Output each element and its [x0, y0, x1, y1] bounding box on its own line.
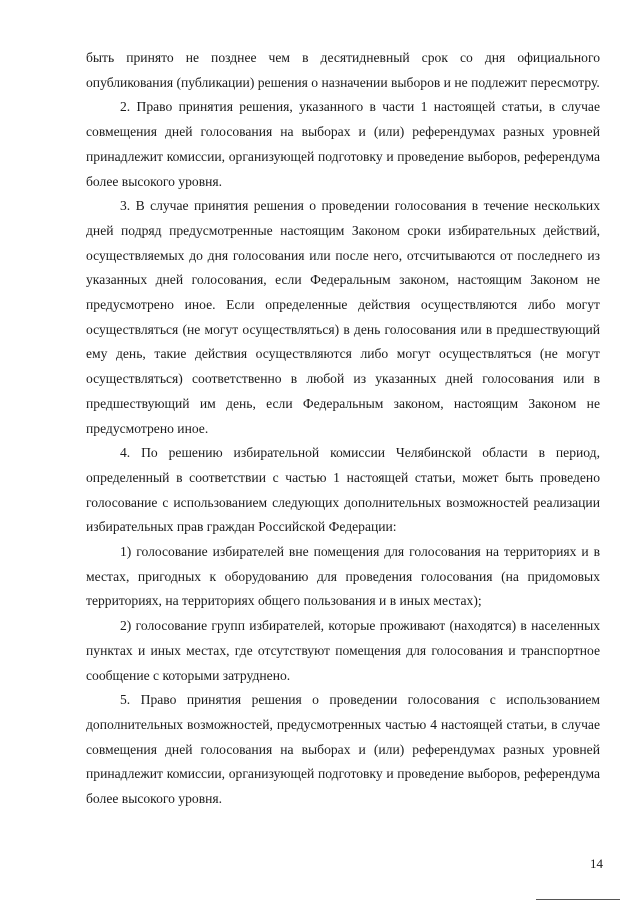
paragraph-part-4: 4. По решению избирательной комиссии Челябинской области в период, определенный в соответствии с частью 1 настоящей статьи, может быть проведено голосование с использованием следующих дополнительных возможностей реализации избирательных прав граждан Российской Федерации: — [86, 445, 600, 535]
page-number: 14 — [590, 856, 603, 871]
paragraph-part-5: 5. Право принятия решения о проведении голосования с использованием дополнительных возможностей, предусмотренных частью 4 настоящей статьи, в случае совмещения дней голосования на выборах и (или) референдумах разных уровней принадлежит комиссии, организующей подготовку и проведение выборов, референдума более высокого уровня. — [86, 692, 600, 807]
paragraph-part-3: 3. В случае принятия решения о проведении голосования в течение нескольких дней подряд предусмотренные настоящим Законом сроки избирательных действий, осуществляемых до дня голосования или после него, отсчитываются от последнего из указанных дней голосования, если Федеральным законом, настоящим Законом не предусмотрено иное. Если определенные действия осуществляются либо могут осуществляться (не могут осуществляться) в день голосования или в предшествующий ему день, такие действия осуществляются либо могут осуществляться (не могут осуществляться) соответственно в любой из указанных дней голосования или в предшествующий им день, если Федеральным законом, настоящим Законом не предусмотрено иное. — [86, 198, 600, 436]
list-item-2: 2) голосование групп избирателей, которые проживают (находятся) в населенных пунктах и иных местах, где отсутствуют помещения для голосования и транспортное сообщение с которыми затруднено. — [86, 618, 600, 683]
paragraph-part-2: 2. Право принятия решения, указанного в части 1 настоящей статьи, в случае совмещения дней голосования на выборах и (или) референдумах разных уровней принадлежит комиссии, организующей подготовку и проведение выборов, референдума более высокого уровня. — [86, 99, 600, 189]
paragraph-continuation: быть принято не позднее чем в десятидневный срок со дня официального опубликования (публикации) решения о назначении выборов и не подлежит пересмотру. — [86, 50, 600, 90]
document-page — [86, 46, 600, 812]
list-item-1: 1) голосование избирателей вне помещения для голосования на территориях и в местах, пригодных к оборудованию для проведения голосования (на придомовых территориях, на территориях общего пользования и в иных местах); — [86, 544, 600, 609]
footer-divider — [536, 899, 620, 900]
